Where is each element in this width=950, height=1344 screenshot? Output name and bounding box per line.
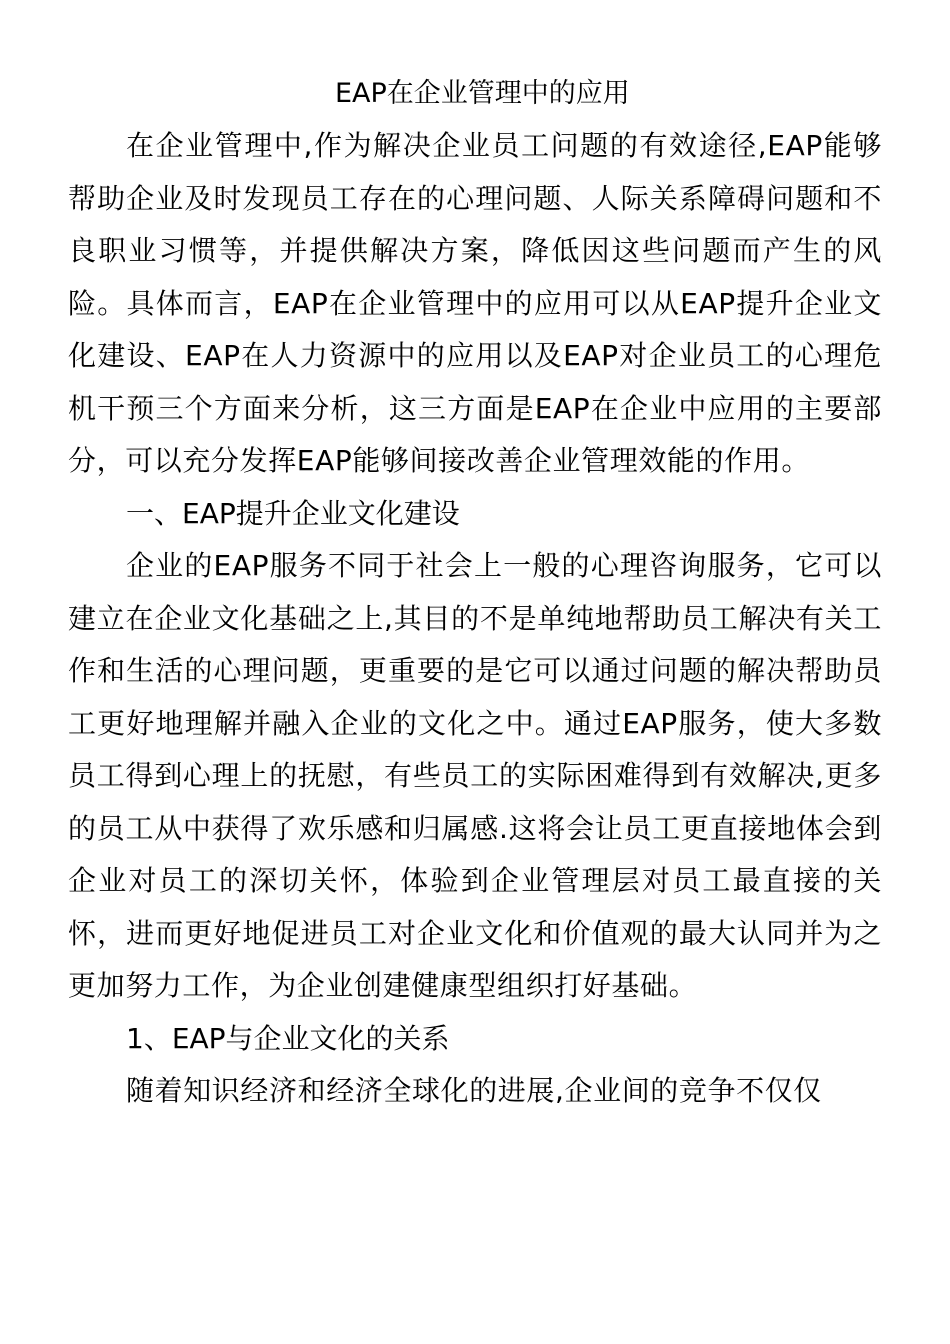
- section-heading: 一、EAP提升企业文化建设: [126, 496, 460, 530]
- section-paragraph: 企业的EAP服务不同于社会上一般的心理咨询服务，它可以建立在企业文化基础之上,其目的不是单纯地帮助员工解决有关工作和生活的心理问题，更重要的是它可以通过问题的解决帮助员工更好地理解并融入企业的文化之中。通过EAP服务，使大多数员工得到心理上的抚慰，有些员工的实际困难得到有效解决,更多的员工从中获得了欢乐感和归属感.这将会让员工更直接地体会到企业对员工的深切关怀，体验到企业管理层对员工最直接的关怀，进而更好地促进员工对企业文化和价值观的最大认同并为之更加努力工作，为企业创建健康型组织打好基础。: [68, 549, 882, 1002]
- document-title: EAP在企业管理中的应用: [335, 78, 630, 109]
- intro-paragraph: 在企业管理中,作为解决企业员工问题的有效途径,EAP能够帮助企业及时发现员工存在的心理问题、人际关系障碍问题和不良职业习惯等，并提供解决方案，降低因这些问题而产生的风险。具体而言，EAP在企业管理中的应用可以从EAP提升企业文化建设、EAP在人力资源中的应用以及EAP对企业员工的心理危机干预三个方面来分析，这三方面是EAP在企业中应用的主要部分，可以充分发挥EAP能够间接改善企业管理效能的作用。: [68, 129, 882, 477]
- document-page: [68, 68, 882, 1118]
- subsection-heading: 1、EAP与企业文化的关系: [126, 1021, 450, 1055]
- subsection-paragraph: 随着知识经济和经济全球化的进展,企业间的竞争不仅仅: [126, 1074, 822, 1107]
